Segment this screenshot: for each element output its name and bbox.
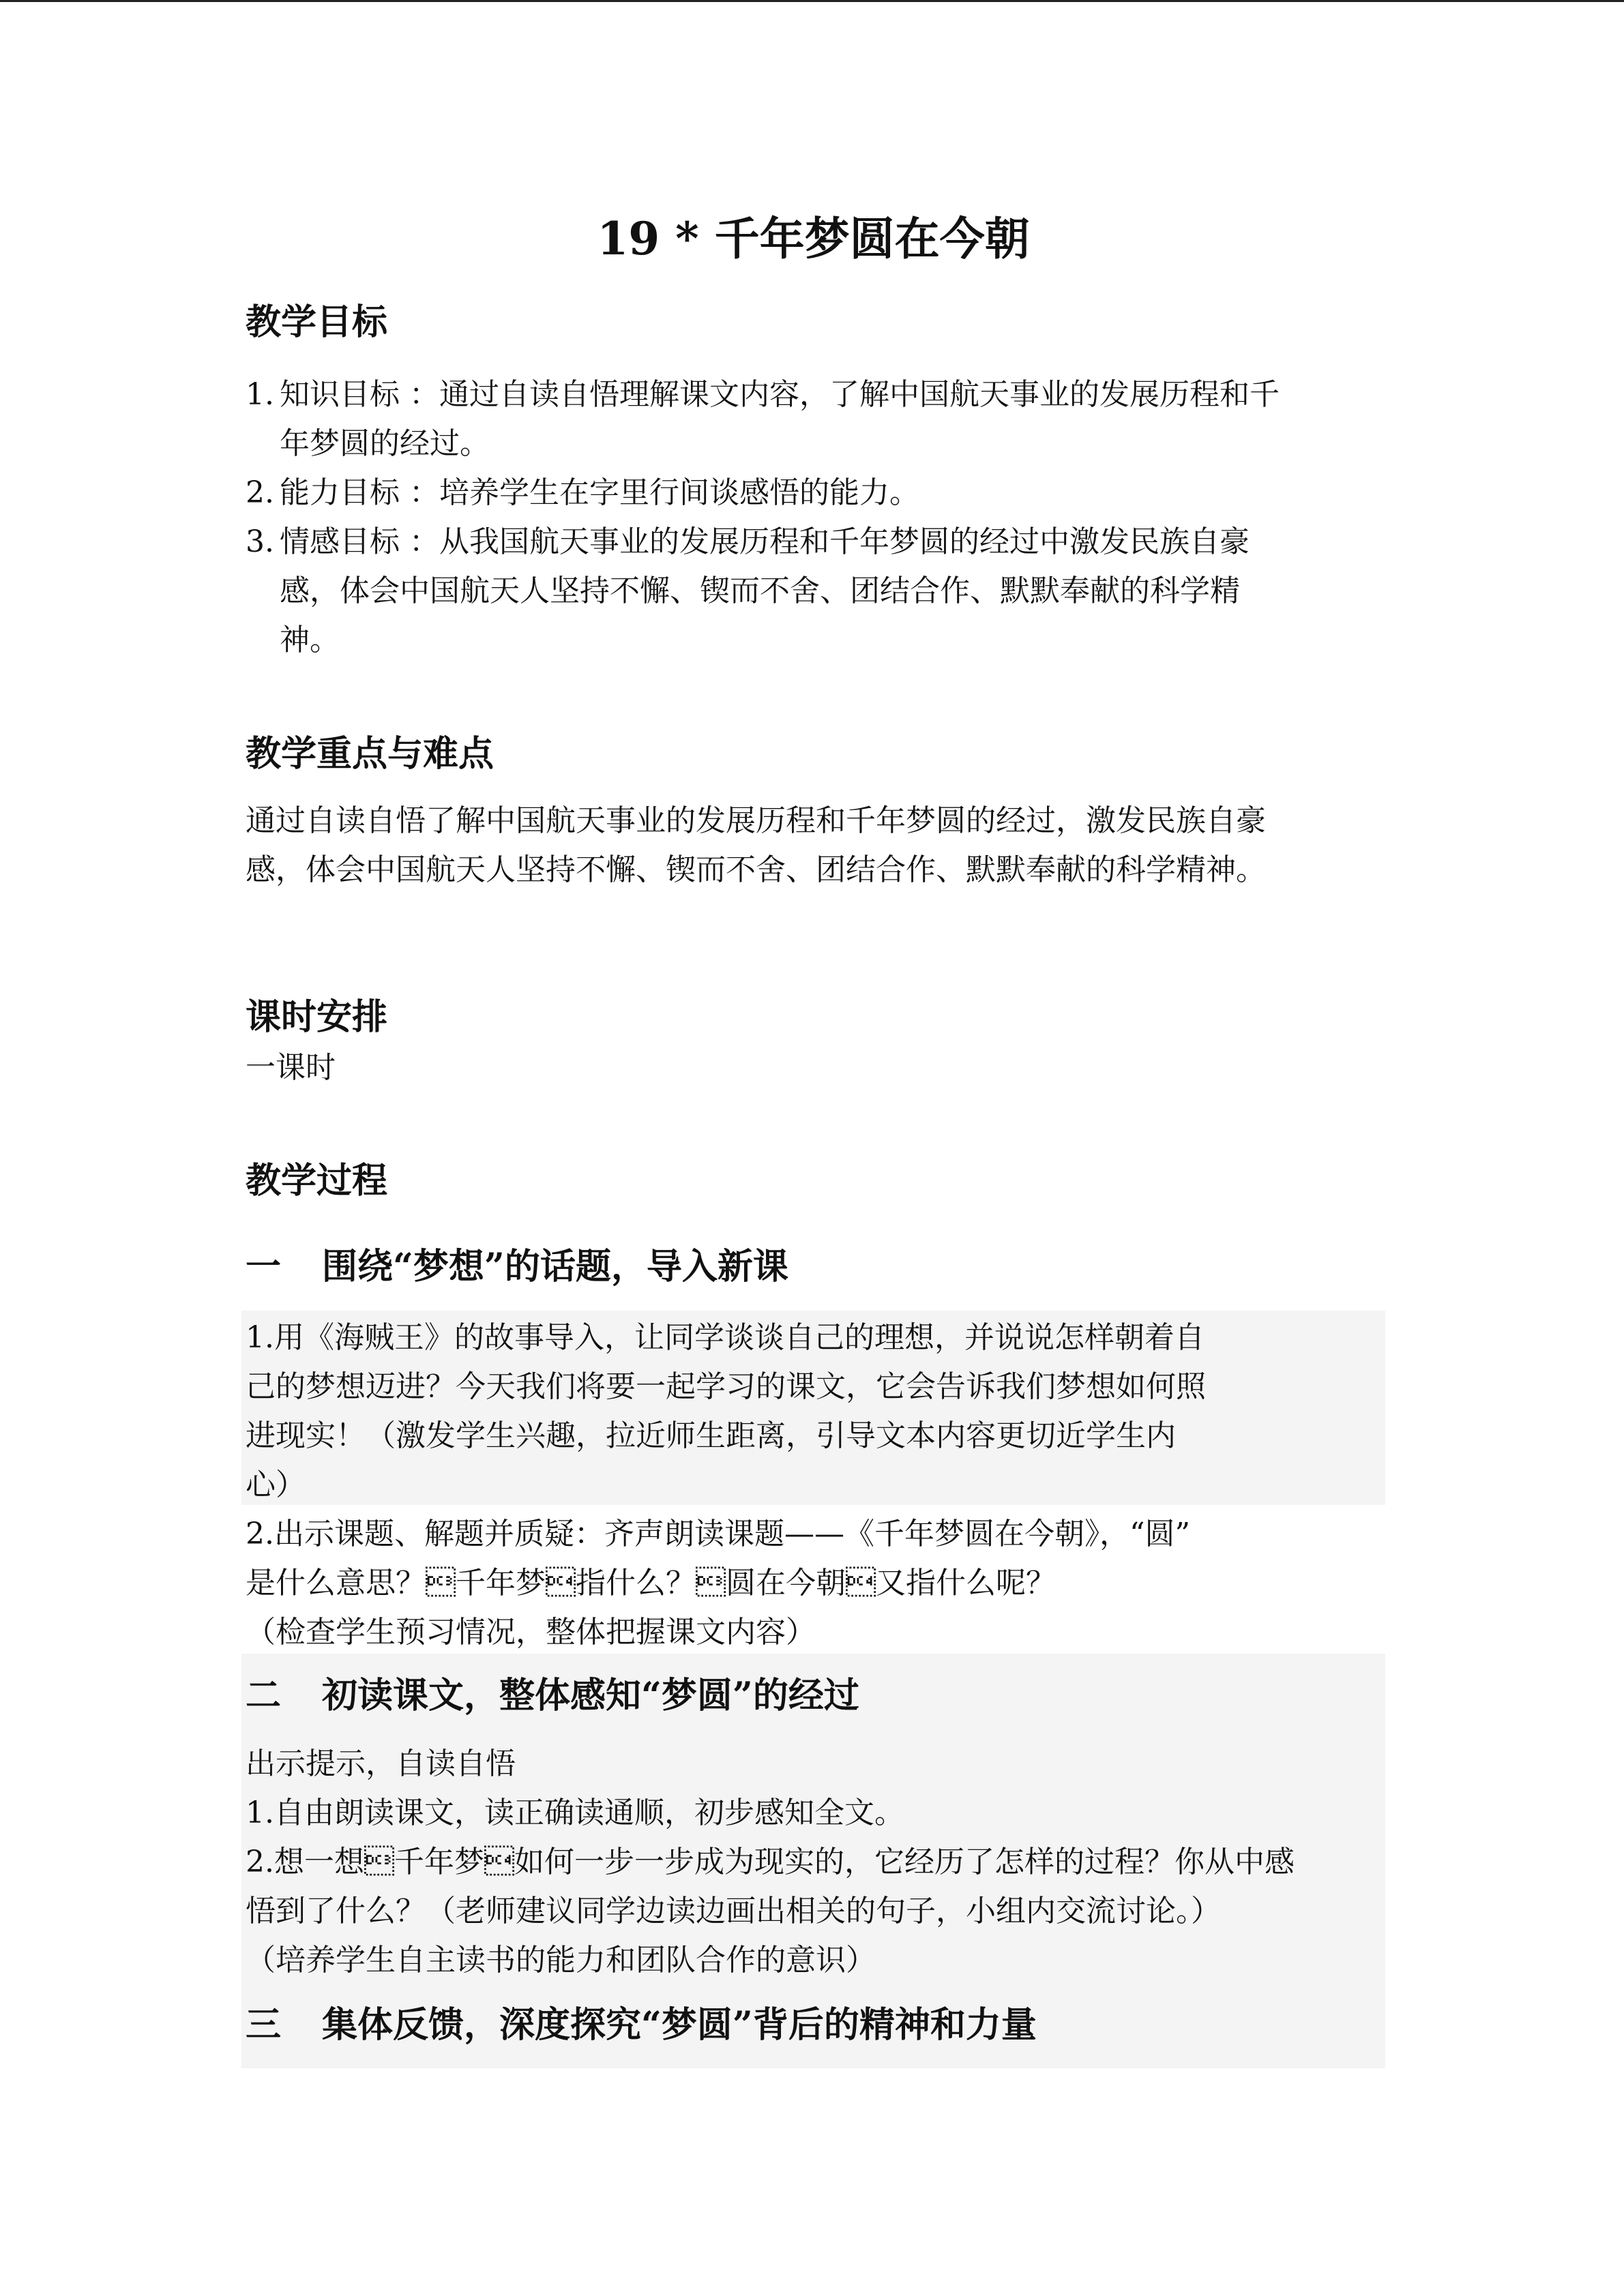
objective-line: 能力目标 ：培养学生在字里行间谈感悟的能力。	[280, 475, 919, 510]
process-heading: 教学过程	[246, 1160, 388, 1202]
section-line: 1.用《海贼王》的故事导入，让同学谈谈自己的理想，并说说怎样朝着自	[246, 1320, 1205, 1355]
section-line: 出示提示，自读自悟	[246, 1746, 516, 1781]
section-2-heading	[246, 1669, 859, 1723]
objective-line: 知识目标 ：通过自读自悟理解课文内容，了解中国航天事业的发展历程和千	[280, 377, 1280, 412]
objective-line: 情感目标 ：从我国航天事业的发展历程和千年梦圆的经过中激发民族自豪	[280, 524, 1250, 559]
top-border-line	[0, 0, 1624, 2]
section-line: （检查学生预习情况，整体把握课文内容）	[246, 1615, 816, 1650]
objectives-list	[246, 370, 1381, 665]
section-title: 初读课文，整体感知“梦圆”的经过	[322, 1675, 859, 1716]
section-line: （培养学生自主读书的能力和团队合作的意识）	[246, 1943, 876, 1978]
objective-item-2	[246, 468, 1381, 518]
section-2-body	[246, 1740, 1381, 1985]
section-1-body	[246, 1313, 1381, 1657]
page-title: 19 * 千年梦圆在今朝	[597, 212, 1030, 265]
objective-line: 感，体会中国航天人坚持不懈、锲而不舍、团结合作、默默奉献的科学精	[280, 573, 1240, 608]
section-number: 三	[246, 2004, 282, 2046]
section-line: 2.想一想千年梦如何一步一步成为现实的，它经历了怎样的过程？你从中感	[246, 1845, 1295, 1879]
section-line: 心）	[246, 1467, 306, 1502]
key-points-line: 感，体会中国航天人坚持不懈、锲而不舍、团结合作、默默奉献的科学精神。	[246, 852, 1266, 887]
schedule-heading: 课时安排	[246, 996, 388, 1038]
objective-item-3	[246, 518, 1381, 665]
objective-index: 1.	[246, 377, 274, 412]
key-points-line: 通过自读自悟了解中国航天事业的发展历程和千年梦圆的经过，激发民族自豪	[246, 803, 1266, 838]
objective-index: 2.	[246, 475, 274, 510]
section-line: 是什么意思？千年梦指什么？圆在今朝又指什么呢？	[246, 1566, 1056, 1600]
section-line: 进现实！（激发学生兴趣，拉近师生距离，引导文本内容更切近学生内	[246, 1418, 1176, 1453]
key-points-heading: 教学重点与难点	[246, 733, 494, 775]
section-number: 二	[246, 1675, 282, 1716]
objective-line: 神。	[280, 623, 340, 657]
objective-index: 3.	[246, 524, 274, 559]
section-line: 2.出示课题、解题并质疑：齐声朗读课题——《千年梦圆在今朝》，“圆”	[246, 1517, 1190, 1551]
section-title: 围绕“梦想”的话题，导入新课	[322, 1246, 788, 1287]
section-title: 集体反馈，深度探究“梦圆”背后的精神和力量	[322, 2004, 1037, 2046]
section-line: 1.自由朗读课文，读正确读通顺，初步感知全文。	[246, 1795, 904, 1830]
schedule-text: 一课时	[246, 1050, 336, 1085]
objective-item-1	[246, 370, 1381, 468]
key-points-text	[246, 796, 1381, 895]
section-line: 己的梦想迈进？今天我们将要一起学习的课文，它会告诉我们梦想如何照	[246, 1369, 1206, 1404]
objectives-heading: 教学目标	[246, 301, 388, 343]
section-1-heading	[246, 1240, 788, 1294]
objective-line: 年梦圆的经过。	[280, 426, 490, 461]
section-number: 一	[246, 1246, 282, 1287]
section-line: 悟到了什么？（老师建议同学边读边画出相关的句子，小组内交流讨论。）	[246, 1894, 1221, 1928]
section-3-heading	[246, 1998, 1037, 2053]
